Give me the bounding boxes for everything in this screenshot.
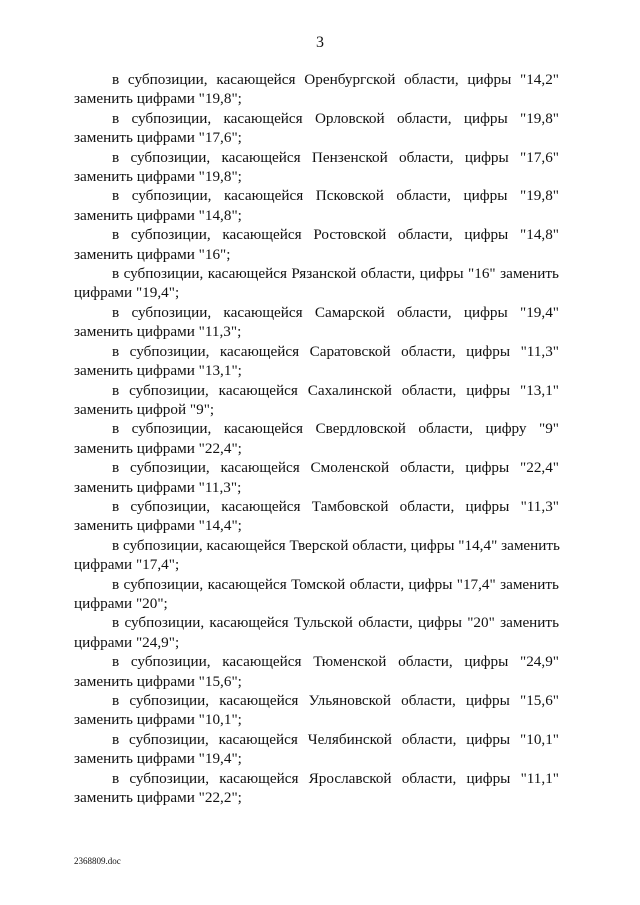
- amendment-paragraph: [74, 536, 559, 575]
- paragraph-second-line: заменить цифрами "14,8";: [74, 206, 242, 224]
- paragraph-first-line: в субпозиции, касающейся Ростовской области, цифры "14,8": [112, 226, 559, 244]
- paragraph-first-line: в субпозиции, касающейся Саратовской области, цифры "11,3": [112, 342, 559, 360]
- paragraph-first-line: в субпозиции, касающейся Смоленской области, цифры "22,4": [112, 459, 559, 477]
- amendment-paragraph: [74, 691, 559, 730]
- paragraph-second-line: цифрами "24,9";: [74, 633, 180, 651]
- amendment-paragraph: [74, 225, 559, 264]
- amendment-paragraph: [74, 264, 559, 303]
- paragraph-first-line: в субпозиции, касающейся Свердловской области, цифру "9": [112, 420, 559, 438]
- paragraph-first-line: в субпозиции, касающейся Рязанской области, цифры "16" заменить: [112, 265, 559, 283]
- paragraph-first-line: в субпозиции, касающейся Ульяновской области, цифры "15,6": [112, 692, 559, 709]
- amendment-paragraph: [74, 148, 559, 187]
- paragraph-second-line: заменить цифрами "22,2";: [74, 789, 242, 807]
- amendment-paragraph: [74, 419, 559, 458]
- paragraph-first-line: в субпозиции, касающейся Томской области, цифры "17,4" заменить: [112, 575, 559, 593]
- paragraph-first-line: в субпозиции, касающейся Оренбургской области, цифры "14,2": [112, 71, 559, 88]
- paragraph-second-line: заменить цифрами "11,3";: [74, 478, 242, 496]
- amendment-paragraph: [74, 381, 559, 420]
- paragraph-second-line: заменить цифрой "9";: [74, 400, 215, 418]
- amendment-paragraph: [74, 730, 559, 769]
- paragraph-first-line: в субпозиции, касающейся Тульской области, цифры "20" заменить: [112, 614, 559, 632]
- amendment-paragraph: [74, 613, 559, 652]
- amendment-paragraph: [74, 342, 559, 381]
- amendment-paragraph: [74, 769, 559, 808]
- amendment-paragraph: [74, 186, 559, 225]
- paragraph-first-line: в субпозиции, касающейся Орловской области, цифры "19,8": [112, 109, 559, 127]
- paragraph-first-line: в субпозиции, касающейся Ярославской области, цифры "11,1": [112, 769, 559, 787]
- paragraph-second-line: заменить цифрами "15,6";: [74, 672, 242, 690]
- paragraph-first-line: в субпозиции, касающейся Псковской области, цифры "19,8": [112, 187, 559, 205]
- paragraph-second-line: заменить цифрами "19,8";: [74, 90, 242, 108]
- paragraph-second-line: цифрами "17,4";: [74, 556, 180, 574]
- amendment-paragraph: [74, 458, 559, 497]
- paragraph-second-line: заменить цифрами "17,6";: [74, 129, 242, 147]
- paragraph-first-line: в субпозиции, касающейся Самарской области, цифры "19,4": [112, 303, 559, 321]
- paragraph-first-line: в субпозиции, касающейся Челябинской области, цифры "10,1": [112, 730, 559, 748]
- paragraph-second-line: цифрами "19,4";: [74, 284, 180, 302]
- paragraph-first-line: в субпозиции, касающейся Тамбовской области, цифры "11,3": [112, 497, 559, 515]
- paragraph-second-line: заменить цифрами "16";: [74, 245, 231, 263]
- amendment-paragraph: [74, 575, 559, 614]
- paragraph-second-line: заменить цифрами "22,4";: [74, 439, 242, 457]
- paragraph-second-line: заменить цифрами "19,8";: [74, 168, 242, 186]
- paragraph-second-line: заменить цифрами "11,3";: [74, 323, 242, 341]
- paragraph-second-line: заменить цифрами "14,4";: [74, 517, 242, 535]
- paragraph-first-line: в субпозиции, касающейся Сахалинской области, цифры "13,1": [112, 381, 559, 399]
- document-body: [74, 70, 559, 807]
- amendment-paragraph: [74, 652, 559, 691]
- paragraph-first-line: в субпозиции, касающейся Тверской области, цифры "14,4" заменить: [112, 536, 560, 554]
- paragraph-second-line: заменить цифрами "10,1";: [74, 711, 242, 729]
- amendment-paragraph: [74, 70, 559, 109]
- document-filename: 2368809.doc: [74, 856, 121, 866]
- amendment-paragraph: [74, 109, 559, 148]
- paragraph-first-line: в субпозиции, касающейся Тюменской области, цифры "24,9": [112, 653, 559, 671]
- amendment-paragraph: [74, 497, 559, 536]
- paragraph-second-line: заменить цифрами "19,4";: [74, 750, 242, 768]
- page-number: 3: [316, 34, 324, 51]
- amendment-paragraph: [74, 303, 559, 342]
- paragraph-second-line: цифрами "20";: [74, 594, 168, 612]
- paragraph-second-line: заменить цифрами "13,1";: [74, 362, 242, 380]
- paragraph-first-line: в субпозиции, касающейся Пензенской области, цифры "17,6": [112, 148, 559, 166]
